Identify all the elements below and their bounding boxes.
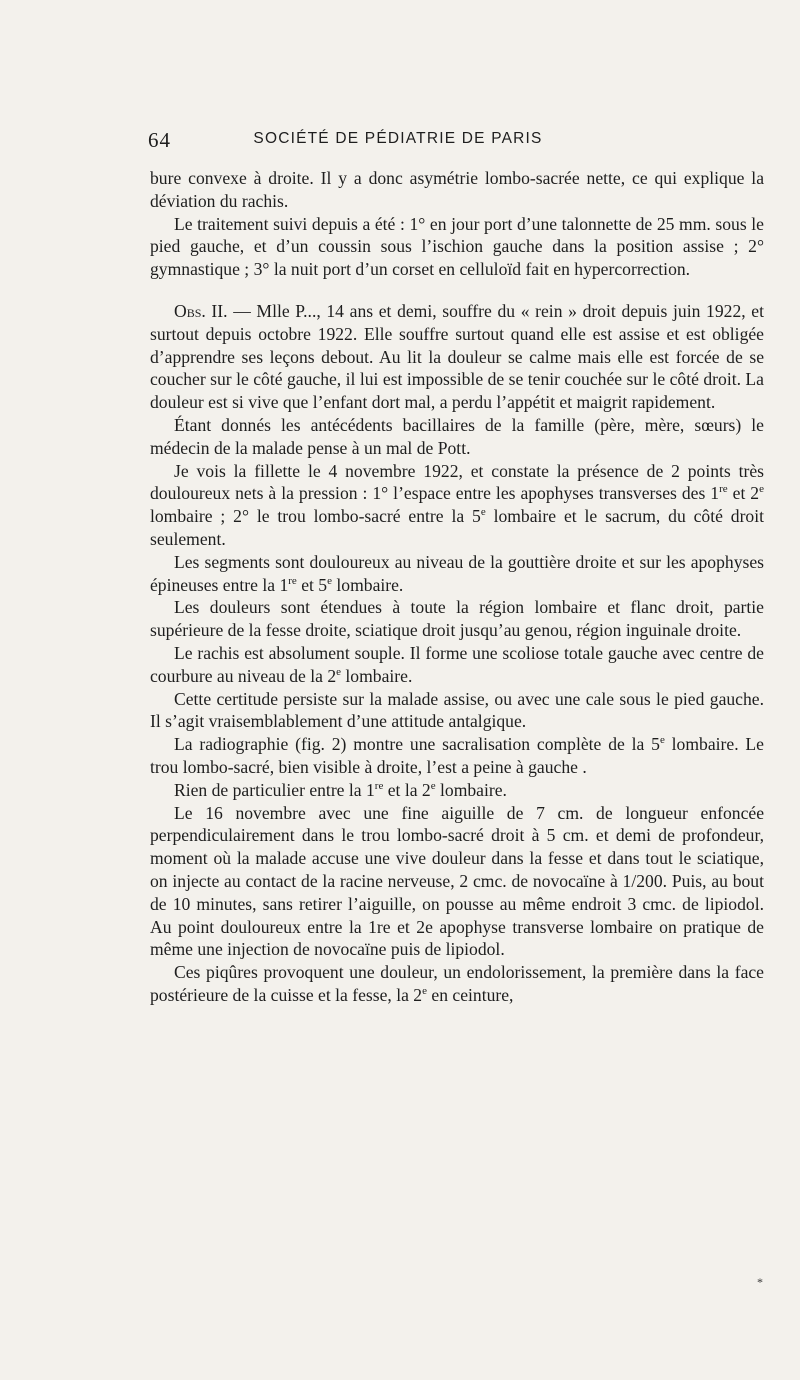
paragraph: Les douleurs sont étendues à toute la région lombaire et flanc droit, partie supérieure de la fesse droite, sciatique droit jusqu’au genou, région inguinale droite.	[150, 597, 764, 641]
paragraph: Le 16 novembre avec une fine aiguille de 7 cm. de longueur enfoncée perpendiculairement dans le trou lombo-sacré droit à 5 cm. et demi de profondeur, moment où la malade accuse une vive douleur dans la fesse et dans tout le sciatique, on injecte au contact de la racine nerveuse, 2 cmc. de novocaïne à 1/200. Puis, au bout de 10 minutes, sans retirer l’aiguille, on pousse au même endroit 3 cmc. de lipiodol. Au point douloureux entre la 1re et 2e apophyse transverse lombaire on pratique de même une injection de novocaïne puis de lipiodol.	[150, 802, 764, 960]
printer-mark: *	[757, 1275, 763, 1289]
paragraph: Le rachis est absolument souple. Il forme une scoliose totale gauche avec centre de courbure au niveau de la 2e lombaire.	[150, 642, 764, 686]
paragraph: Les segments sont douloureux au niveau de la gouttière droite et sur les apophyses épineuses entre la 1re et 5e lombaire.	[150, 551, 764, 595]
paragraph: Le traitement suivi depuis a été : 1° en jour port d’une talonnette de 25 mm. sous le pied gauche, et d’un coussin sous l’ischion gauche dans la position assise ; 2° gymnastique ; 3° la nuit port d’un corset en celluloïd fait en hypercorrection.	[150, 213, 764, 280]
paragraph-obs-2: Obs. II. — Mlle P..., 14 ans et demi, souffre du « rein » droit depuis juin 1922, et surtout depuis octobre 1922. Elle souffre surtout quand elle est assise et est obligée d’apprendre ses leçons debout. Au lit la douleur se calme mais elle est forcée de se coucher sur le côté gauche, il lui est impossible de se tenir couchée sur le côté droit. La douleur est si vive que l’enfant dort mal, a perdu l’appétit et maigrit rapidement.	[150, 300, 764, 413]
page-header	[148, 128, 648, 152]
paragraph: Je vois la fillette le 4 novembre 1922, et constate la présence de 2 points très douloureux nets à la pression : 1° l’espace entre les apophyses transverses des 1re et 2e lombaire ; 2° le trou lombo-sacré entre la 5e lombaire et le sacrum, du côté droit seulement.	[150, 460, 764, 549]
body-text	[150, 167, 764, 1007]
page-number: 64	[148, 128, 171, 152]
paragraph: Rien de particulier entre la 1re et la 2e lombaire.	[174, 779, 507, 800]
paragraph: Étant donnés les antécédents bacillaires de la famille (père, mère, sœurs) le médecin de la malade pense à un mal de Pott.	[150, 414, 764, 458]
paragraph: Cette certitude persiste sur la malade assise, ou avec une cale sous le pied gauche. Il s’agit vraisemblablement d’une attitude antalgique.	[150, 688, 764, 732]
paragraph: Ces piqûres provoquent une douleur, un endolorissement, la première dans la face postérieure de la cuisse et la fesse, la 2e en ceinture,	[150, 962, 764, 1005]
running-head: SOCIÉTÉ DE PÉDIATRIE DE PARIS	[253, 130, 543, 147]
observation-lead: Obs. II.	[174, 300, 228, 321]
paragraph: bure convexe à droite. Il y a donc asymétrie lombo-sacrée nette, ce qui explique la déviation du rachis.	[150, 168, 764, 211]
paragraph: La radiographie (fig. 2) montre une sacralisation complète de la 5e lombaire. Le trou lombo-sacré, bien visible à droite, l’est a peine à gauche .	[150, 734, 764, 777]
